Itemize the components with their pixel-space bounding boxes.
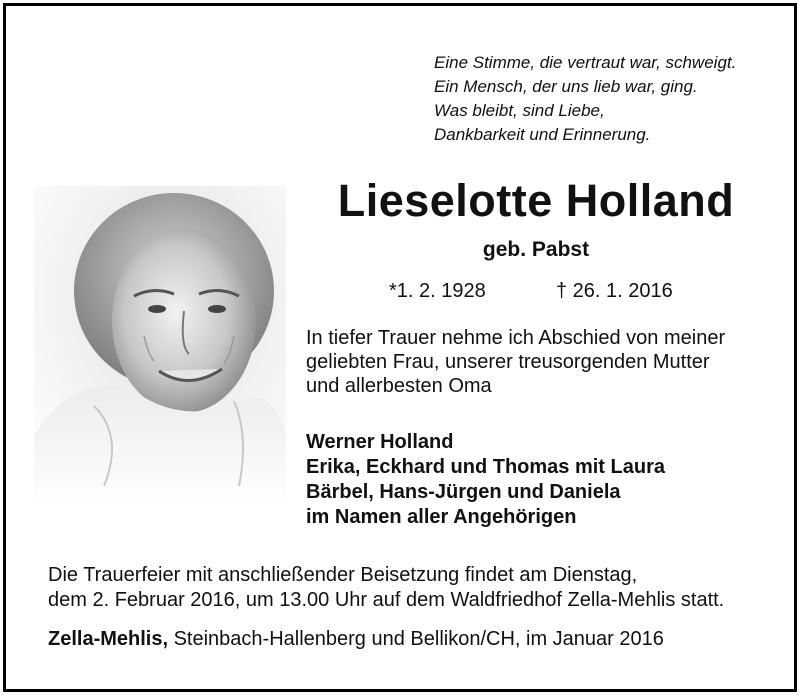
portrait-photo	[34, 186, 286, 506]
place-primary: Zella-Mehlis,	[48, 628, 169, 650]
poem-line: Dankbarkeit und Erinnerung.	[434, 125, 651, 144]
birth-date: *1. 2. 1928	[389, 280, 486, 302]
death-date: † 26. 1. 2016	[556, 280, 673, 302]
mourner-line: Werner Holland	[306, 431, 454, 453]
poem-line: Was bleibt, sind Liebe,	[434, 101, 605, 120]
place-and-date	[48, 628, 664, 651]
birth-name: geb. Pabst	[482, 238, 590, 261]
farewell-message	[306, 326, 768, 398]
mourners-list	[306, 430, 665, 530]
place-rest: Steinbach-Hallenberg und Bellikon/CH, im Januar 2016	[168, 628, 664, 650]
mourner-line: im Namen aller Angehörigen	[306, 506, 577, 528]
mourner-line: Bärbel, Hans-Jürgen und Daniela	[306, 481, 621, 503]
poem-line: Ein Mensch, der uns lieb war, ging.	[434, 77, 698, 96]
announcement-line: dem 2. Februar 2016, um 13.00 Uhr auf dem Waldfriedhof Zella-Mehlis statt.	[48, 589, 725, 611]
deceased-name: Lieselotte Holland	[337, 175, 735, 226]
message-line: geliebten Frau, unserer treusorgenden Mutter	[306, 351, 710, 373]
poem-line: Eine Stimme, die vertraut war, schweigt.	[434, 53, 737, 72]
funeral-announcement	[48, 563, 724, 613]
obituary-notice	[3, 3, 797, 692]
message-line: In tiefer Trauer nehme ich Abschied von meiner	[306, 327, 726, 349]
announcement-line: Die Trauerfeier mit anschließender Beisetzung findet am Dienstag,	[48, 564, 638, 586]
memorial-poem	[434, 51, 736, 147]
message-line: und allerbesten Oma	[306, 375, 492, 397]
mourner-line: Erika, Eckhard und Thomas mit Laura	[306, 456, 665, 478]
